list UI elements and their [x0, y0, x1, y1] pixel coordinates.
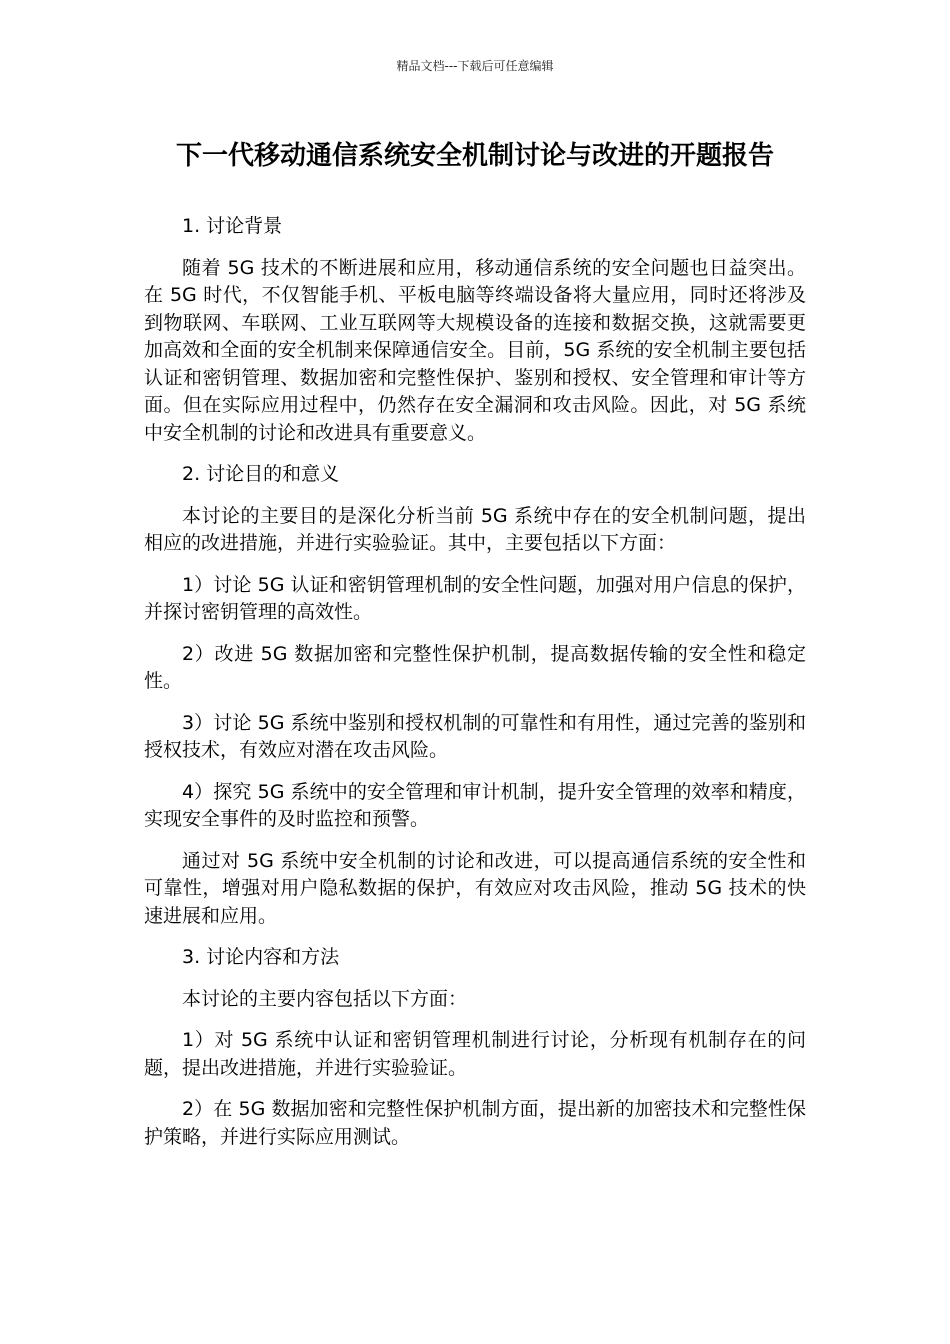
list-item-content-1: 1）对 5G 系统中认证和密钥管理机制进行讨论，分析现有机制存在的问题，提出改进措施，并进行实验验证。 [144, 1029, 806, 1079]
list-item-purpose-4: 4）探究 5G 系统中的安全管理和审计机制，提升安全管理的效率和精度，实现安全事件的及时监控和预警。 [144, 780, 806, 830]
paragraph-purpose-intro: 本讨论的主要目的是深化分析当前 5G 系统中存在的安全机制问题，提出相应的改进措施，并进行实验验证。其中，主要包括以下方面： [144, 504, 806, 554]
paragraph-content-intro: 本讨论的主要内容包括以下方面： [182, 987, 468, 1010]
section-heading-purpose: 2. 讨论目的和意义 [182, 463, 340, 485]
page-title: 下一代移动通信系统安全机制讨论与改进的开题报告 [175, 141, 774, 171]
paragraph-purpose-summary: 通过对 5G 系统中安全机制的讨论和改进，可以提高通信系统的安全性和可靠性，增强对用户隐私数据的保护，有效应对攻击风险，推动 5G 技术的快速进展和应用。 [144, 849, 806, 927]
list-item-purpose-1: 1）讨论 5G 认证和密钥管理机制的安全性问题，加强对用户信息的保护，并探讨密钥管理的高效性。 [144, 573, 806, 623]
list-item-content-2: 2）在 5G 数据加密和完整性保护机制方面，提出新的加密技术和完整性保护策略，并进行实际应用测试。 [144, 1098, 806, 1148]
header-note: 精品文档---下载后可任意编辑 [396, 59, 554, 73]
list-item-purpose-2: 2）改进 5G 数据加密和完整性保护机制，提高数据传输的安全性和稳定性。 [144, 642, 806, 692]
list-item-purpose-3: 3）讨论 5G 系统中鉴别和授权机制的可靠性和有用性，通过完善的鉴别和授权技术，有效应对潜在攻击风险。 [144, 711, 806, 761]
paragraph-background: 随着 5G 技术的不断进展和应用，移动通信系统的安全问题也日益突出。在 5G 时代，不仅智能手机、平板电脑等终端设备将大量应用，同时还将涉及到物联网、车联网、工业互联网等大规模设备的连接和数据交换，这就需要更加高效和全面的安全机制来保障通信安全。目前，5G 系统的安全机制主要包括认证和密钥管理、数据加密和完整性保护、鉴别和授权、安全管理和审计等方面。但在实际应用过程中，仍然存在安全漏洞和攻击风险。因此，对 5G 系统中安全机制的讨论和改进具有重要意义。 [144, 256, 806, 444]
section-heading-background: 1. 讨论背景 [182, 215, 283, 237]
section-heading-content: 3. 讨论内容和方法 [182, 946, 340, 968]
document-body [144, 213, 806, 1165]
